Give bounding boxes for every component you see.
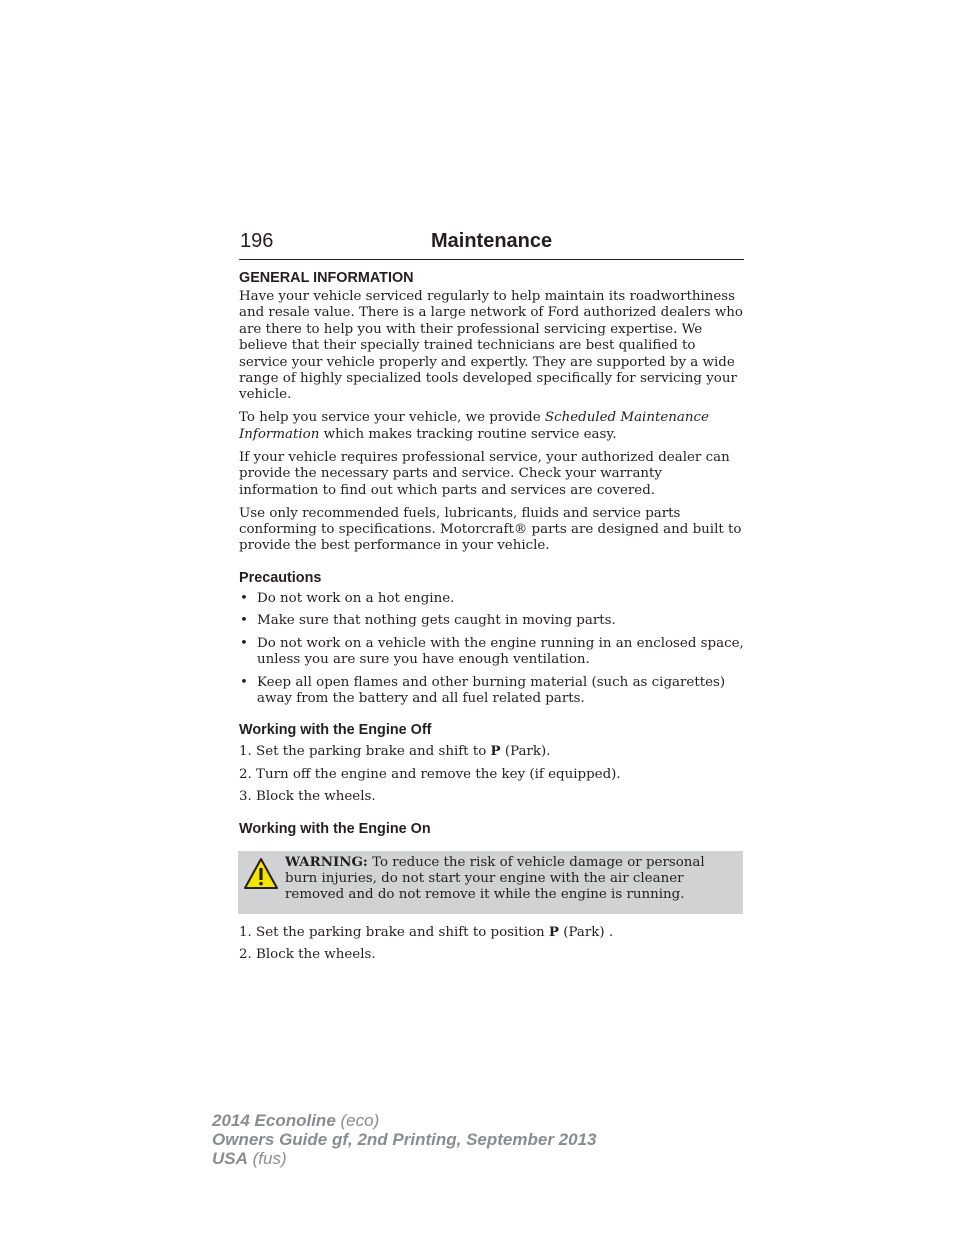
step-1-text-after: (Park) . <box>559 924 614 940</box>
park-position-letter: P <box>490 743 501 760</box>
section-title: Maintenance <box>431 230 553 252</box>
step-1-text-after: (Park). <box>500 744 551 760</box>
scheduled-maintenance-reference: Scheduled Maintenance Information <box>239 410 709 442</box>
engine-on-step-2: 2. Block the wheels. <box>239 946 376 962</box>
page-header <box>239 229 744 260</box>
park-position-letter: P <box>548 923 559 940</box>
paragraph-2-text-before: To help you service your vehicle, we provide <box>239 410 545 426</box>
warning-box <box>238 851 743 914</box>
general-information-paragraph-1: Have your vehicle serviced regularly to help maintain its roadworthiness and resale value. There is a large network of Ford authorized dealers who are there to help you with their professional servicing expertise. We believe that their specially trained technicians are best qualified to service your vehicle properly and expertly. They are supported by a wide range of highly specialized tools developed specifically for servicing your vehicle. <box>239 289 743 403</box>
engine-on-steps <box>239 924 745 964</box>
footer-line-2: Owners Guide gf, 2nd Printing, September 2013 <box>212 1130 597 1149</box>
general-information-heading: GENERAL INFORMATION <box>239 270 414 286</box>
engine-on-step-1 <box>239 924 745 941</box>
engine-on-heading: Working with the Engine On <box>239 820 431 837</box>
general-information-paragraph-3: If your vehicle requires professional service, your authorized dealer can provide the necessary parts and service. Check your warranty information to find out which parts and services are covered. <box>239 449 730 498</box>
warning-triangle-icon <box>243 857 279 891</box>
general-information-paragraph-2 <box>239 410 745 443</box>
page-footer <box>212 1111 596 1168</box>
footer-line-3 <box>212 1149 596 1168</box>
footer-line-1 <box>212 1111 596 1130</box>
footer-model: 2014 Econoline <box>212 1111 336 1130</box>
page-content <box>239 266 745 969</box>
precautions-list <box>239 591 745 707</box>
paragraph-2-text-after: which makes tracking routine service easy. <box>319 426 617 442</box>
page-number: 196 <box>240 230 274 252</box>
footer-model-code: (eco) <box>335 1111 380 1130</box>
precaution-item: • Do not work on a vehicle with the engine running in an enclosed space, unless you are sure you have enough ventilation. <box>239 636 745 669</box>
step-1-text-before: 1. Set the parking brake and shift to <box>239 744 491 760</box>
precautions-heading: Precautions <box>239 569 322 586</box>
step-1-text-before: 1. Set the parking brake and shift to position <box>239 924 549 940</box>
precaution-item: • Keep all open flames and other burning material (such as cigarettes) away from the battery and all fuel related parts. <box>239 675 745 708</box>
general-information-paragraph-4: Use only recommended fuels, lubricants, fluids and service parts conforming to specifications. Motorcraft® parts are designed and built to provide the best performance in your vehicle. <box>239 505 742 554</box>
footer-market-code: (fus) <box>247 1149 287 1168</box>
engine-off-heading: Working with the Engine Off <box>239 722 432 739</box>
engine-off-step-2: 2. Turn off the engine and remove the key (if equipped). <box>239 766 621 782</box>
engine-off-step-3: 3. Block the wheels. <box>239 789 376 805</box>
precaution-item: • Do not work on a hot engine. <box>239 591 745 607</box>
footer-market: USA <box>212 1149 248 1168</box>
engine-off-steps <box>239 743 745 805</box>
warning-text: To reduce the risk of vehicle damage or personal burn injuries, do not start your engine with the air cleaner removed and do not remove it while the engine is running. <box>285 854 705 903</box>
engine-off-step-1 <box>239 743 745 760</box>
precaution-item: • Make sure that nothing gets caught in moving parts. <box>239 613 745 629</box>
warning-label: WARNING: <box>285 853 368 870</box>
